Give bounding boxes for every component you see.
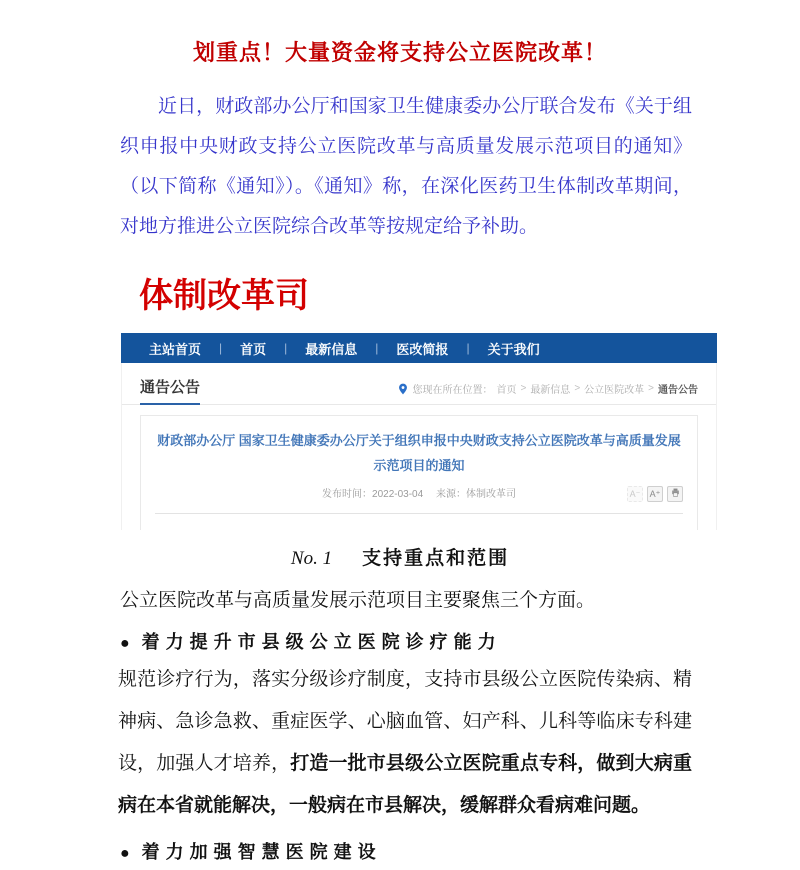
bullet-icon: ● [120, 845, 130, 862]
source-label: 来源： [435, 489, 466, 500]
nav-separator: | [466, 341, 470, 355]
breadcrumb-home[interactable]: 首页 [496, 385, 517, 396]
site-logo: 体制改革司 [139, 277, 309, 315]
document-title: 划重点！大量资金将支持公立医院改革！ [192, 40, 607, 65]
section-title-notices: 通告公告 [140, 376, 200, 405]
nav-separator: | [375, 341, 379, 355]
breadcrumb-separator: > [520, 383, 527, 394]
article-meta [155, 486, 683, 504]
article-divider [155, 513, 683, 522]
article-title: 财政部办公厅 国家卫生健康委办公厅关于组织申报中央财政支持公立医院改革与高质量发展示范项目的通知 [157, 433, 681, 473]
body-paragraph-normal: 规范诊疗行为，落实分级诊疗制度，支持市县级公立医院传染病、精神病、急诊急救、重症医学、心脑血管、妇产科、儿科等临床专科建设，加强人才培养， [118, 669, 692, 774]
article-toolbar [627, 486, 683, 502]
nav-separator: | [219, 341, 223, 355]
source [436, 489, 516, 500]
nav-separator: | [284, 341, 288, 355]
print-button[interactable] [667, 486, 683, 502]
publish-time [322, 489, 426, 500]
site-content [121, 363, 717, 530]
intro-paragraph: 近日，财政部办公厅和国家卫生健康委办公厅联合发布《关于组织申报中央财政支持公立医院改革与高质量发展示范项目的通知》（以下简称《通知》）。《通知》称，在深化医药卫生体制改革期间，对地方推进公立医院综合改革等按规定给予补助。 [120, 96, 692, 237]
breadcrumb-current: 通告公告 [658, 385, 698, 396]
nav-item-about-us[interactable]: 关于我们 [487, 341, 540, 357]
bullet-2-text: 着力加强智慧医院建设 [141, 842, 382, 862]
nav-item-latest-news[interactable]: 最新信息 [305, 341, 358, 357]
section-header [122, 363, 716, 405]
section-heading-title: 支持重点和范围 [362, 548, 510, 569]
site-navbar [121, 333, 717, 363]
bullet-item-1 [120, 628, 692, 654]
font-larger-button[interactable]: A⁺ [647, 486, 663, 502]
nav-item-reform-brief[interactable]: 医改简报 [396, 341, 449, 357]
source-value: 体制改革司 [465, 489, 516, 500]
nav-item-home[interactable]: 首页 [240, 341, 267, 357]
lead-paragraph: 公立医院改革与高质量发展示范项目主要聚焦三个方面。 [120, 590, 596, 611]
bullet-1-text: 着力提升市县级公立医院诊疗能力 [141, 632, 502, 652]
breadcrumb-latest-news[interactable]: 最新信息 [530, 385, 571, 396]
section-number: No. 1 [290, 548, 333, 569]
print-icon [671, 488, 680, 497]
breadcrumb-separator: > [648, 383, 654, 394]
publish-label: 发布时间： [322, 489, 373, 500]
body-paragraph [118, 659, 692, 827]
section-heading [0, 543, 800, 570]
breadcrumb-separator: > [574, 383, 581, 394]
article-card [140, 415, 698, 530]
nav-item-main-home[interactable]: 主站首页 [149, 341, 202, 357]
breadcrumb [398, 381, 698, 404]
publish-date: 2022-03-04 [372, 489, 424, 500]
body-paragraph-bold: 打造一批市县级公立医院重点专科，做到大病重病在本省就能解决，一般病在市县解决，缓解群众看病难问题。 [118, 753, 692, 816]
font-smaller-button[interactable]: A⁻ [627, 486, 643, 502]
breadcrumb-prefix: 您现在所在位置： [412, 385, 493, 396]
breadcrumb-hospital-reform[interactable]: 公立医院改革 [584, 385, 645, 396]
embedded-screenshot [121, 271, 717, 530]
bullet-item-2 [120, 838, 692, 864]
location-pin-icon [398, 383, 408, 395]
bullet-icon: ● [120, 635, 130, 652]
